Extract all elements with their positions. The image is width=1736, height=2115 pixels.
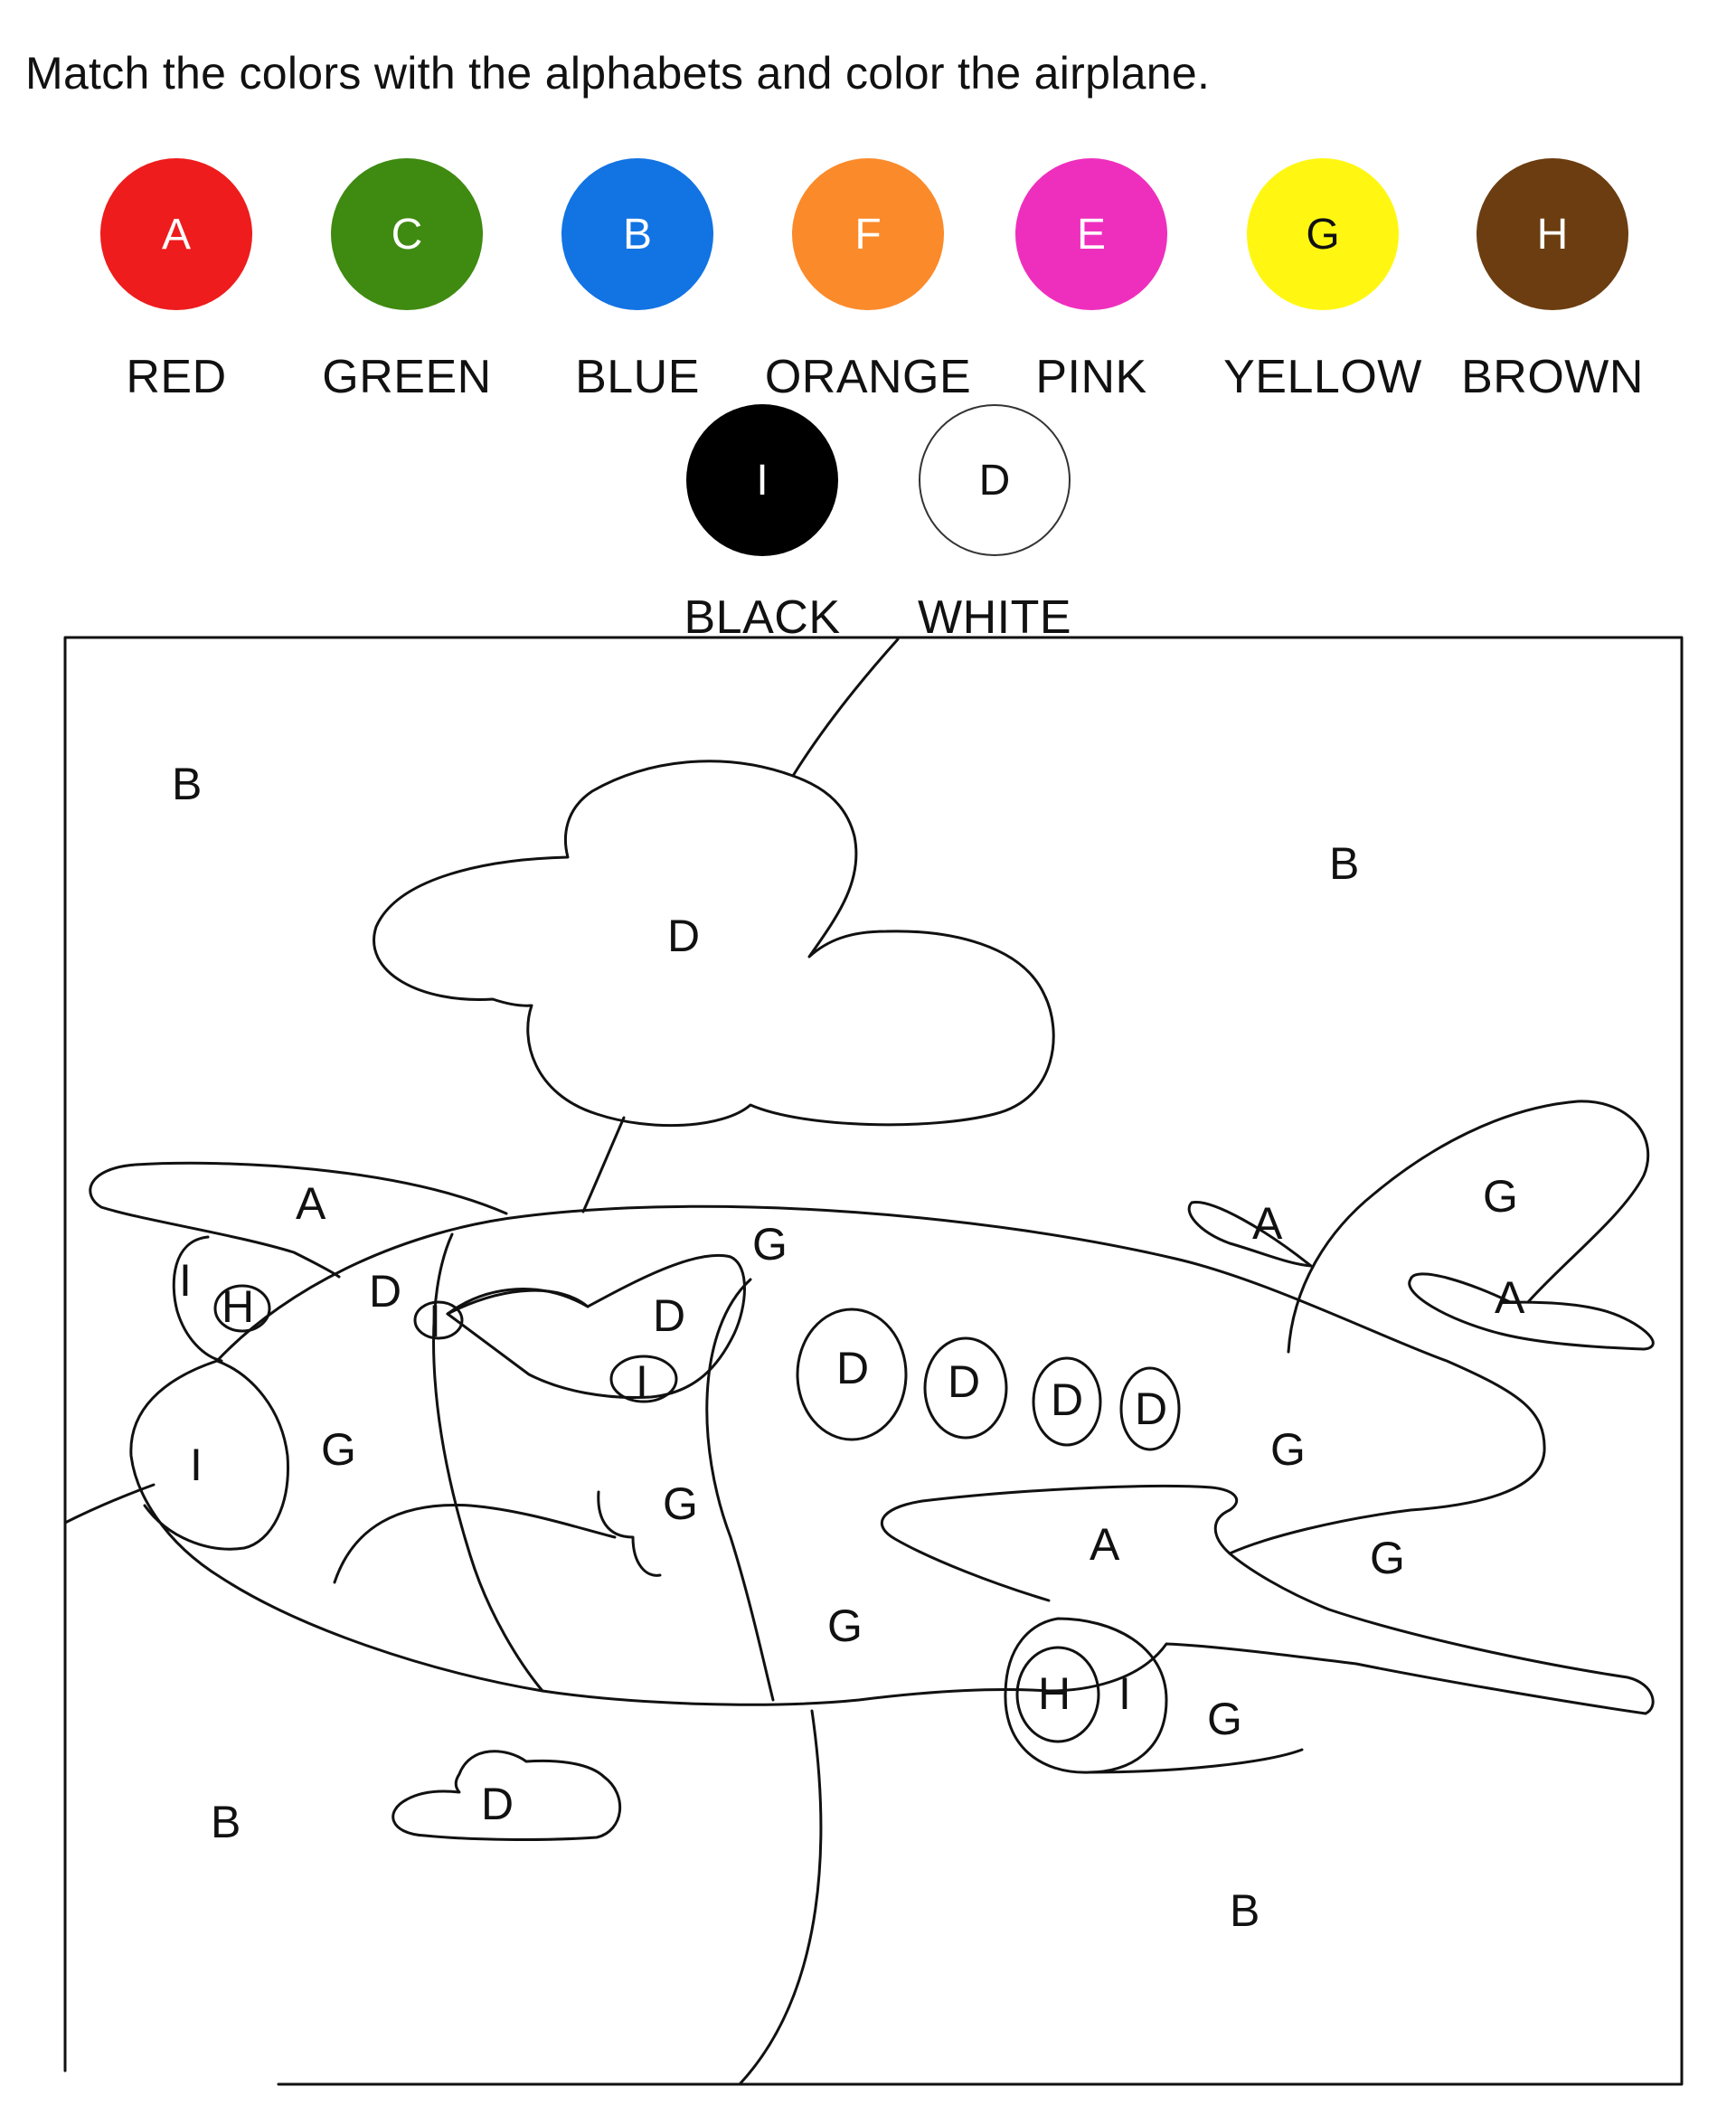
label-wing-lower: A — [1090, 1519, 1120, 1570]
label-nose-i: I — [190, 1440, 203, 1490]
cockpit-window — [448, 1255, 745, 1397]
sky-curve-top — [793, 639, 898, 776]
color-circle-red[interactable]: A — [100, 158, 252, 310]
label-sky-4: B — [1230, 1885, 1260, 1936]
label-sky-2: B — [1329, 838, 1360, 889]
color-circle-brown[interactable]: H — [1477, 158, 1628, 310]
tail-stabilizer — [1410, 1274, 1654, 1349]
label-cockpit-i1: I — [429, 1296, 441, 1346]
instruction-text: Match the colors with the alphabets and color the airplane. — [25, 48, 1211, 99]
label-window-2: D — [948, 1356, 981, 1407]
fuselage-curve-right — [599, 1492, 660, 1575]
tail-fin — [1288, 1101, 1648, 1352]
label-cockpit-i2: I — [636, 1356, 648, 1407]
label-cloud-big: D — [667, 911, 701, 961]
label-tail-stabilizer: A — [1495, 1272, 1525, 1323]
label-tail-rear: G — [1370, 1533, 1405, 1583]
label-fuselage-4: G — [827, 1600, 863, 1651]
color-name-yellow: YELLOW — [1223, 351, 1422, 403]
label-tail-fin: G — [1483, 1171, 1518, 1222]
engine-pylon — [1090, 1750, 1302, 1772]
color-circle-orange[interactable]: F — [792, 158, 944, 310]
label-window-3: D — [1051, 1374, 1084, 1425]
big-cloud — [374, 761, 1054, 1126]
color-circle-black[interactable]: I — [686, 404, 838, 556]
mid-band — [707, 1279, 773, 1700]
color-name-pink: PINK — [1035, 351, 1147, 403]
color-name-brown: BROWN — [1461, 351, 1644, 403]
label-engine-rear: G — [1207, 1694, 1242, 1744]
sky-curve-cloud-to-plane — [583, 1118, 624, 1212]
label-engine-i: I — [1118, 1668, 1131, 1719]
color-name-green: GREEN — [322, 351, 492, 403]
label-fuselage-1: G — [321, 1424, 356, 1475]
label-sky-3: B — [211, 1797, 241, 1847]
label-cloud-small: D — [481, 1779, 514, 1829]
nose-band — [434, 1234, 542, 1691]
color-name-white: WHITE — [917, 591, 1072, 644]
color-circle-pink[interactable]: E — [1015, 158, 1167, 310]
color-name-black: BLACK — [684, 591, 841, 644]
color-circle-yellow[interactable]: G — [1247, 158, 1399, 310]
fuselage — [131, 1206, 1653, 1714]
tail-small-wing-upper — [1189, 1203, 1311, 1266]
color-name-blue: BLUE — [575, 351, 700, 403]
label-propeller-i: I — [179, 1255, 192, 1306]
label-propeller-h: H — [222, 1281, 255, 1332]
color-circle-white[interactable]: D — [919, 404, 1071, 556]
label-tail-small-wing: A — [1252, 1198, 1283, 1249]
sky-curve-bottom — [740, 1711, 821, 2084]
color-name-red: RED — [126, 351, 227, 403]
label-window-1: D — [836, 1343, 870, 1393]
color-circle-green[interactable]: C — [331, 158, 483, 310]
label-fuselage-2: G — [663, 1478, 698, 1529]
label-fuselage-5: G — [1270, 1424, 1306, 1475]
label-wing-upper: A — [296, 1178, 326, 1229]
picture-frame — [65, 637, 1682, 2084]
label-engine-h: H — [1038, 1668, 1071, 1719]
engine-housing — [1005, 1619, 1166, 1772]
color-name-orange: ORANGE — [764, 351, 972, 403]
lower-wing — [882, 1486, 1236, 1600]
label-cockpit-d2: D — [653, 1290, 686, 1341]
label-cockpit-d1: D — [369, 1266, 402, 1317]
nose-cone — [145, 1361, 288, 1549]
label-fuselage-3: G — [752, 1219, 788, 1270]
label-window-4: D — [1135, 1383, 1168, 1434]
color-circle-blue[interactable]: B — [561, 158, 713, 310]
label-sky-1: B — [172, 759, 203, 809]
